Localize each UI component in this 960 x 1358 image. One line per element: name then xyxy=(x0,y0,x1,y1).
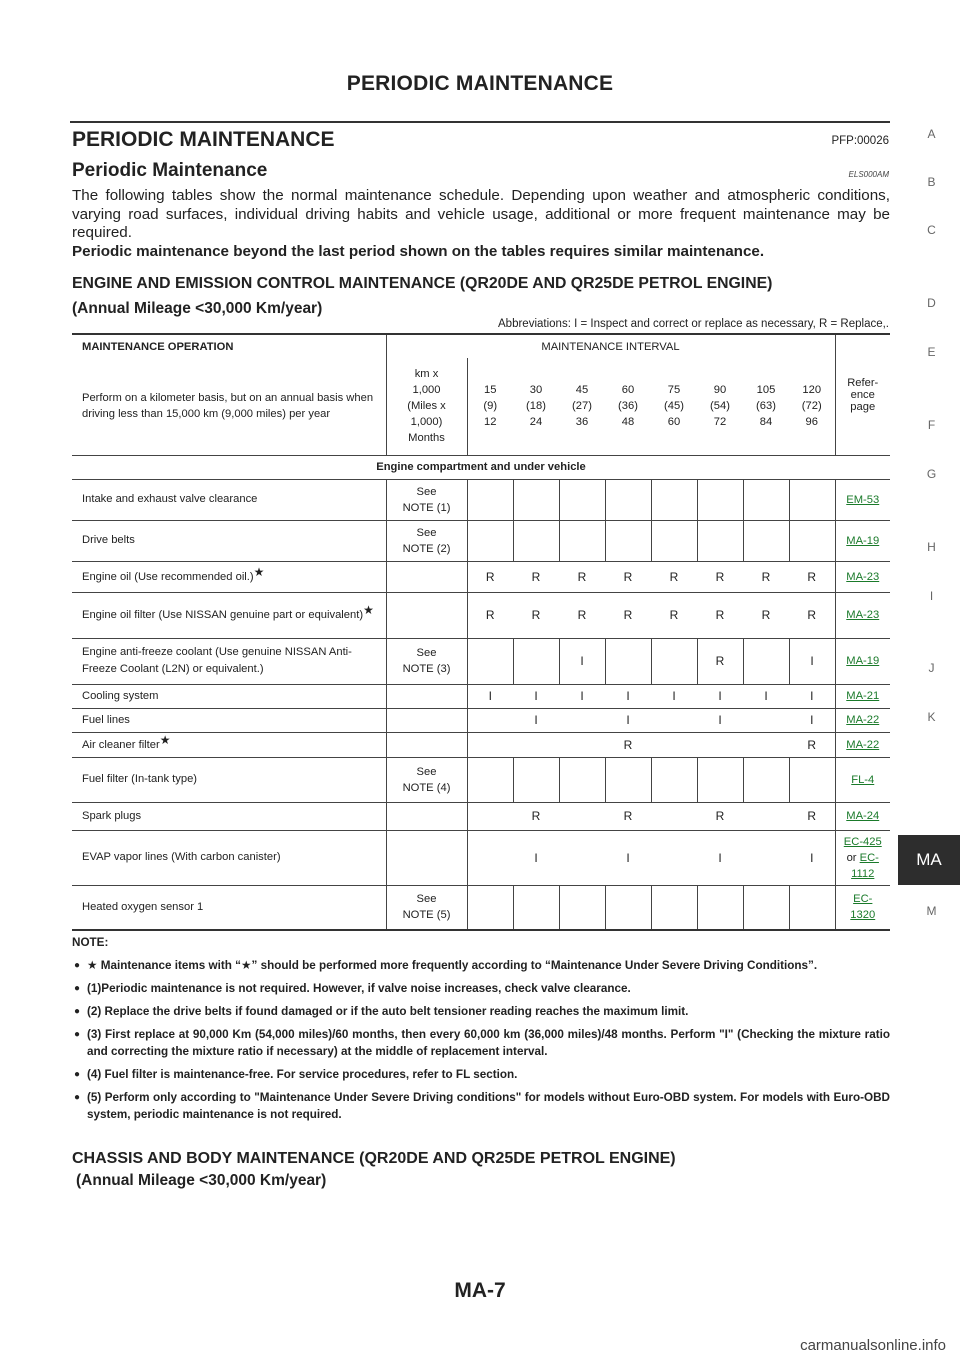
interval-mark xyxy=(513,757,559,802)
interval-mark: R xyxy=(697,638,743,684)
interval-mark xyxy=(789,885,835,930)
note-cell: See NOTE (2) xyxy=(386,520,467,561)
reference-cell xyxy=(835,561,890,592)
table-row xyxy=(72,757,890,802)
side-index-letter[interactable]: G xyxy=(926,467,937,481)
interval-mark xyxy=(743,830,789,885)
interval-label: MAINTENANCE INTERVAL xyxy=(386,334,835,358)
interval-mark: I xyxy=(697,708,743,732)
interval-mark xyxy=(467,708,513,732)
table-row xyxy=(72,708,890,732)
interval-mark xyxy=(513,520,559,561)
note-text: (2) Replace the drive belts if found damaged or if the auto belt tensioner reading reaches the maximum limit. xyxy=(87,1005,689,1018)
note-cell xyxy=(386,592,467,638)
reference-cell xyxy=(835,479,890,520)
interval-mark xyxy=(559,708,605,732)
operation-cell xyxy=(72,520,386,561)
bullet-icon: ● xyxy=(74,1029,81,1040)
interval-mark: R xyxy=(467,592,513,638)
note-item xyxy=(72,1026,890,1060)
interval-mark xyxy=(743,802,789,830)
note-cell: See NOTE (1) xyxy=(386,479,467,520)
running-title: PERIODIC MAINTENANCE xyxy=(346,72,614,95)
note-text: (4) Fuel filter is maintenance-free. For service procedures, refer to FL section. xyxy=(87,1068,518,1081)
reference-cell xyxy=(835,885,890,930)
interval-mark: I xyxy=(513,830,559,885)
interval-mark xyxy=(743,885,789,930)
operation-cell xyxy=(72,479,386,520)
operation-cell xyxy=(72,802,386,830)
interval-mark xyxy=(605,638,651,684)
note-text: Maintenance items with “ xyxy=(100,959,242,972)
operation-text: Drive belts xyxy=(82,534,135,546)
interval-mark xyxy=(467,885,513,930)
note-item xyxy=(72,980,890,997)
interval-mark xyxy=(651,802,697,830)
interval-mark xyxy=(467,830,513,885)
operation-text: Spark plugs xyxy=(82,809,142,822)
side-index-letter[interactable]: C xyxy=(927,223,936,237)
interval-mark xyxy=(697,885,743,930)
interval-col: 75 (45) 60 xyxy=(651,358,697,455)
interval-mark: R xyxy=(605,592,651,638)
interval-mark: R xyxy=(467,561,513,592)
interval-mark xyxy=(467,479,513,520)
interval-mark xyxy=(651,830,697,885)
table-row xyxy=(72,830,890,885)
interval-mark: I xyxy=(651,684,697,708)
note-cell: See NOTE (4) xyxy=(386,757,467,802)
intro xyxy=(72,187,890,261)
reference-cell xyxy=(835,757,890,802)
operation-text: Fuel lines xyxy=(82,713,130,726)
interval-mark xyxy=(467,757,513,802)
interval-mark xyxy=(651,732,697,757)
table-row xyxy=(72,479,890,520)
operation-text: Heated oxygen sensor 1 xyxy=(82,900,204,913)
interval-mark: R xyxy=(697,561,743,592)
subsection-title: Periodic Maintenance xyxy=(72,160,268,181)
interval-mark: R xyxy=(789,592,835,638)
interval-col: 105 (63) 84 xyxy=(743,358,789,455)
section-code: PFP:00026 xyxy=(831,135,889,147)
note-item xyxy=(72,1066,890,1083)
operation-cell xyxy=(72,684,386,708)
interval-mark: R xyxy=(743,561,789,592)
interval-mark xyxy=(743,708,789,732)
interval-mark: I xyxy=(605,708,651,732)
reference-cell xyxy=(835,592,890,638)
interval-mark xyxy=(559,520,605,561)
interval-col: 60 (36) 48 xyxy=(605,358,651,455)
note-cell xyxy=(386,708,467,732)
reference-link[interactable]: MA-19 xyxy=(846,655,880,667)
interval-mark xyxy=(743,732,789,757)
operation-text: EVAP vapor lines (With carbon canister) xyxy=(82,851,281,863)
operation-cell xyxy=(72,885,386,930)
interval-mark xyxy=(467,520,513,561)
table-row xyxy=(72,592,890,638)
side-index-letter[interactable]: E xyxy=(927,345,936,359)
interval-mark xyxy=(559,732,605,757)
interval-mark xyxy=(789,520,835,561)
interval-col: 45 (27) 36 xyxy=(559,358,605,455)
interval-mark xyxy=(513,638,559,684)
interval-mark xyxy=(467,638,513,684)
side-index-letter[interactable]: B xyxy=(927,175,936,189)
interval-mark xyxy=(651,638,697,684)
intro-paragraph: The following tables show the normal maintenance schedule. Depending upon weather and atmospheric conditions, varying road surfaces, individual driving habits and vehicle usage, additional or more frequent maintenance may be required. xyxy=(72,187,890,241)
reference-link[interactable]: MA-23 xyxy=(846,570,880,583)
operation-text: Engine oil filter (Use NISSAN genuine part or equivalent) xyxy=(82,609,364,621)
table-row xyxy=(72,520,890,561)
interval-mark xyxy=(467,732,513,757)
interval-mark xyxy=(789,479,835,520)
reference-cell xyxy=(835,638,890,684)
interval-mark: I xyxy=(789,684,835,708)
note-cell xyxy=(386,561,467,592)
note-item xyxy=(72,1003,890,1020)
section-title: PERIODIC MAINTENANCE xyxy=(72,128,335,151)
note-text: (3) First replace at 90,000 Km (54,000 miles)/60 months, then every 60,000 km (36,000 miles)/48 months. Perform "I" (Checking the mixture ratio and correcting the mixture ratio if necessary) at the middle of replacement interval. xyxy=(87,1028,890,1058)
interval-mark xyxy=(697,479,743,520)
interval-mark xyxy=(651,479,697,520)
note-cell: See NOTE (5) xyxy=(386,885,467,930)
interval-mark: I xyxy=(697,830,743,885)
note-text: ” should be performed more frequently according to “Maintenance Under Severe Driving Conditions”. xyxy=(251,959,818,972)
interval-mark xyxy=(559,802,605,830)
op-label: MAINTENANCE OPERATION xyxy=(72,334,386,358)
side-index-letter[interactable]: H xyxy=(927,540,936,554)
table-row xyxy=(72,684,890,708)
interval-mark xyxy=(513,732,559,757)
notes xyxy=(72,934,890,1129)
header-rule xyxy=(70,121,890,123)
ref-label: Refer- ence page xyxy=(835,334,890,455)
interval-col: 15 (9) 12 xyxy=(467,358,513,455)
interval-mark: I xyxy=(789,708,835,732)
side-tab-ma[interactable]: MA xyxy=(898,835,960,885)
interval-mark xyxy=(513,479,559,520)
note-item xyxy=(72,957,890,974)
interval-col: 90 (54) 72 xyxy=(697,358,743,455)
interval-mark xyxy=(651,520,697,561)
reference-cell xyxy=(835,708,890,732)
interval-mark: R xyxy=(559,592,605,638)
interval-mark xyxy=(743,520,789,561)
reference-link[interactable]: MA-23 xyxy=(846,609,880,621)
reference-link[interactable]: FL-4 xyxy=(851,773,875,786)
operation-cell xyxy=(72,708,386,732)
reference-cell xyxy=(835,802,890,830)
interval-mark xyxy=(559,885,605,930)
interval-mark xyxy=(605,479,651,520)
interval-mark: I xyxy=(743,684,789,708)
star-icon: ★ xyxy=(253,564,265,579)
operation-cell xyxy=(72,638,386,684)
reference-link[interactable]: EM-53 xyxy=(846,493,880,506)
interval-mark: I xyxy=(605,830,651,885)
operation-cell xyxy=(72,561,386,592)
operation-cell xyxy=(72,830,386,885)
interval-mark: R xyxy=(605,732,651,757)
interval-mark: I xyxy=(559,638,605,684)
interval-mark xyxy=(605,520,651,561)
star-icon: ★ xyxy=(363,603,374,617)
reference-cell xyxy=(835,520,890,561)
side-index-letter[interactable]: F xyxy=(927,418,936,432)
note-cell xyxy=(386,802,467,830)
interval-mark: I xyxy=(513,708,559,732)
interval-mark: R xyxy=(743,592,789,638)
side-index-letter[interactable]: I xyxy=(929,589,934,603)
interval-mark xyxy=(743,757,789,802)
note-cell xyxy=(386,830,467,885)
note-item xyxy=(72,1089,890,1123)
interval-col: 120 (72) 96 xyxy=(789,358,835,455)
reference-link[interactable]: MA-22 xyxy=(846,714,880,726)
interval-mark xyxy=(513,885,559,930)
interval-mark xyxy=(743,638,789,684)
interval-mark: R xyxy=(605,561,651,592)
reference-link[interactable]: EC- 1112 xyxy=(851,851,879,880)
operation-text: Air cleaner filter xyxy=(82,738,160,751)
operation-text: Engine oil (Use recommended oil.) xyxy=(82,570,254,583)
interval-mark xyxy=(697,732,743,757)
reference-link[interactable]: EC-425 xyxy=(843,835,882,848)
interval-mark: I xyxy=(697,684,743,708)
interval-mark xyxy=(559,757,605,802)
interval-mark: R xyxy=(789,802,835,830)
operation-text: Engine anti-freeze coolant (Use genuine NISSAN Anti-Freeze Coolant (L2N) or equivalent.) xyxy=(82,646,352,675)
interval-mark: I xyxy=(513,684,559,708)
interval-mark xyxy=(789,757,835,802)
engine-heading: ENGINE AND EMISSION CONTROL MAINTENANCE (QR20DE AND QR25DE PETROL ENGINE) xyxy=(72,275,773,292)
table-row xyxy=(72,561,890,592)
reference-link[interactable]: MA-22 xyxy=(846,738,880,751)
note-text: (1)Periodic maintenance is not required. However, if valve noise increases, check valve clearance. xyxy=(87,982,631,995)
operation-text: Cooling system xyxy=(82,689,159,702)
interval-mark: R xyxy=(559,561,605,592)
chassis-heading: CHASSIS AND BODY MAINTENANCE (QR20DE AND QR25DE PETROL ENGINE) xyxy=(72,1150,676,1167)
side-index-letter[interactable]: D xyxy=(927,296,936,310)
interval-mark: R xyxy=(697,802,743,830)
interval-mark: I xyxy=(789,830,835,885)
operation-cell xyxy=(72,732,386,757)
unit-desc: km x 1,000 (Miles x 1,000) Months xyxy=(386,358,467,455)
note-text: (5) Perform only according to "Maintenance Under Severe Driving conditions" for models without Euro-OBD system. For models with Euro-OBD system, periodic maintenance is not required. xyxy=(87,1091,890,1121)
interval-mark: I xyxy=(789,638,835,684)
interval-mark xyxy=(605,885,651,930)
interval-mark: R xyxy=(513,802,559,830)
interval-mark: R xyxy=(789,732,835,757)
reference-link[interactable]: MA-24 xyxy=(846,810,880,822)
interval-mark: R xyxy=(789,561,835,592)
star-icon: ★ xyxy=(159,732,171,747)
interval-mark: I xyxy=(559,684,605,708)
interval-col: 30 (18) 24 xyxy=(513,358,559,455)
operation-text: Intake and exhaust valve clearance xyxy=(82,493,258,505)
reference-link[interactable]: MA-19 xyxy=(846,534,880,547)
operation-cell xyxy=(72,757,386,802)
interval-mark xyxy=(743,479,789,520)
star-icon: ★ xyxy=(87,959,101,972)
interval-mark xyxy=(697,757,743,802)
interval-mark xyxy=(651,708,697,732)
bullet-icon: ● xyxy=(74,983,81,994)
interval-mark: I xyxy=(467,684,513,708)
subsection-code: ELS000AM xyxy=(848,170,889,179)
bullet-icon: ● xyxy=(74,960,81,971)
intro-bold-line: Periodic maintenance beyond the last period shown on the tables requires similar maintenance. xyxy=(72,242,765,260)
operation-text: Fuel filter (In-tank type) xyxy=(82,773,198,785)
bullet-icon: ● xyxy=(74,1006,81,1017)
interval-mark xyxy=(559,830,605,885)
bullet-icon: ● xyxy=(74,1092,81,1103)
reference-link[interactable]: MA-21 xyxy=(846,690,880,702)
interval-mark: R xyxy=(605,802,651,830)
interval-mark xyxy=(697,520,743,561)
bullet-icon: ● xyxy=(74,1069,81,1080)
maintenance-table xyxy=(72,333,890,931)
side-index-letter[interactable]: J xyxy=(928,661,935,675)
reference-cell xyxy=(835,684,890,708)
watermark: carmanualsonline.info xyxy=(800,1337,946,1354)
interval-mark xyxy=(651,757,697,802)
reference-or: or xyxy=(846,851,860,864)
table-row xyxy=(72,732,890,757)
interval-mark xyxy=(651,885,697,930)
side-index-letter[interactable]: M xyxy=(926,904,937,918)
interval-mark: R xyxy=(697,592,743,638)
page-number: MA-7 xyxy=(454,1279,506,1302)
interval-mark xyxy=(467,802,513,830)
interval-mark: R xyxy=(513,561,559,592)
interval-mark: R xyxy=(651,561,697,592)
note-cell xyxy=(386,732,467,757)
engine-annual-mileage: (Annual Mileage <30,000 Km/year) xyxy=(72,300,323,317)
note-cell xyxy=(386,684,467,708)
table-row xyxy=(72,802,890,830)
table-row xyxy=(72,885,890,930)
interval-mark xyxy=(605,757,651,802)
reference-link[interactable]: EC- 1320 xyxy=(850,893,876,922)
abbreviations: Abbreviations: I = Inspect and correct or replace as necessary, R = Replace,. xyxy=(498,318,889,330)
chassis-annual-mileage: (Annual Mileage <30,000 Km/year) xyxy=(76,1172,327,1189)
table-row xyxy=(72,638,890,684)
note-cell: See NOTE (3) xyxy=(386,638,467,684)
side-index-letter[interactable]: A xyxy=(927,127,936,141)
interval-mark: R xyxy=(513,592,559,638)
reference-cell xyxy=(835,830,890,885)
interval-mark: I xyxy=(605,684,651,708)
op-desc: Perform on a kilometer basis, but on an annual basis when driving less than 15,000 km (9,000 miles) per year xyxy=(72,358,386,455)
side-index-letter[interactable]: K xyxy=(927,710,936,724)
operation-cell xyxy=(72,592,386,638)
notes-heading: NOTE: xyxy=(72,936,109,949)
group-label: Engine compartment and under vehicle xyxy=(72,455,890,479)
reference-cell xyxy=(835,732,890,757)
star-icon: ★ xyxy=(241,959,252,972)
interval-mark xyxy=(559,479,605,520)
interval-mark: R xyxy=(651,592,697,638)
